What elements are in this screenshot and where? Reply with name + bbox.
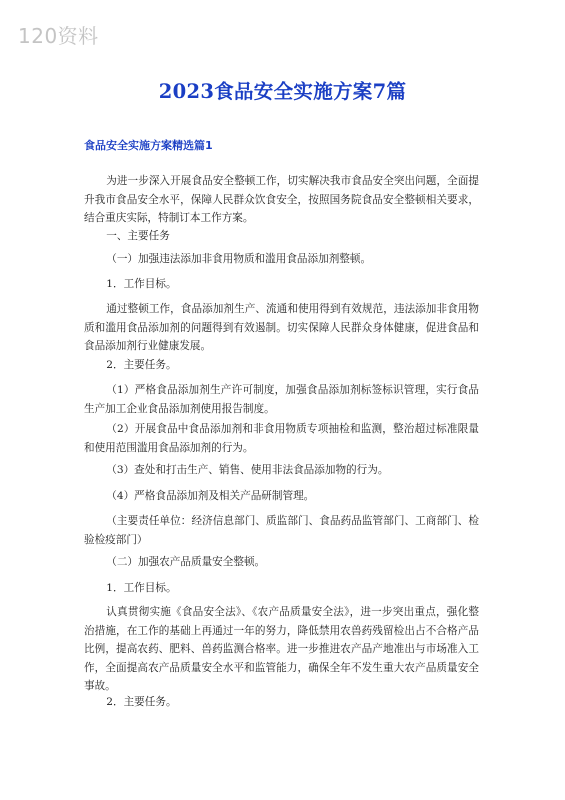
task-item-2: （2）开展食品中食品添加剂和非食用物质专项抽检和监测，整治超过标准限量和使用范围滥用食品添加剂的行为。	[84, 423, 479, 454]
task-item-3: （3）查处和打击生产、销售、使用非法食品添加物的行为。	[106, 464, 389, 476]
heading-main-tasks: 一、主要任务	[106, 230, 170, 242]
item-work-goal-2: 1．工作目标。	[106, 582, 177, 594]
task-item-4: （4）严格食品添加剂及相关产品研制管理。	[106, 490, 315, 502]
responsible-units: （主要责任单位：经济信息部门、质监部门、食品药品监管部门、工商部门、检验检疫部门）	[84, 515, 479, 546]
paragraph-intro: 为进一步深入开展食品安全整顿工作，切实解决我市食品安全突出问题，全面提升我市食品安全水平，保障人民群众饮食安全，按照国务院食品安全整顿相关要求，结合重庆实际，特制订本工作方案。	[84, 175, 479, 224]
paragraph-agri-goal: 认真贯彻实施《食品安全法》、《农产品质量安全法》，进一步突出重点，强化整治措施，在工作的基础上再通过一年的努力，降低禁用农兽药残留检出占不合格产品比例，提高农药、肥料、兽药监测合格率。进一步推进农产品产地准出与市场准入工作，全面提高农产品质量安全水平和监管能力，确保全年不发生重大农产品质量安全事故。	[84, 606, 479, 692]
item-main-tasks: 2．主要任务。	[106, 359, 177, 371]
paragraph-goal-text: 通过整顿工作，食品添加剂生产、流通和使用得到有效规范，违法添加非食用物质和滥用食品添加剂的问题得到有效遏制。切实保障人民群众身体健康，促进食品和食品添加剂行业健康发展。	[84, 303, 479, 352]
subheading-additives: （一）加强违法添加非食用物质和滥用食品添加剂整顿。	[106, 253, 372, 265]
section-heading: 食品安全实施方案精选篇1	[84, 139, 213, 152]
item-work-goal: 1．工作目标。	[106, 278, 177, 290]
item-main-tasks-2: 2．主要任务。	[106, 696, 177, 708]
subheading-agri-products: （二）加强农产品质量安全整顿。	[106, 556, 266, 568]
document-title: 2023食品安全实施方案7篇	[158, 80, 407, 103]
task-item-1: （1）严格食品添加剂生产许可制度，加强食品添加剂标签标识管理，实行食品生产加工企业食品添加剂使用报告制度。	[84, 384, 479, 415]
watermark-logo: 120资料	[18, 24, 99, 48]
